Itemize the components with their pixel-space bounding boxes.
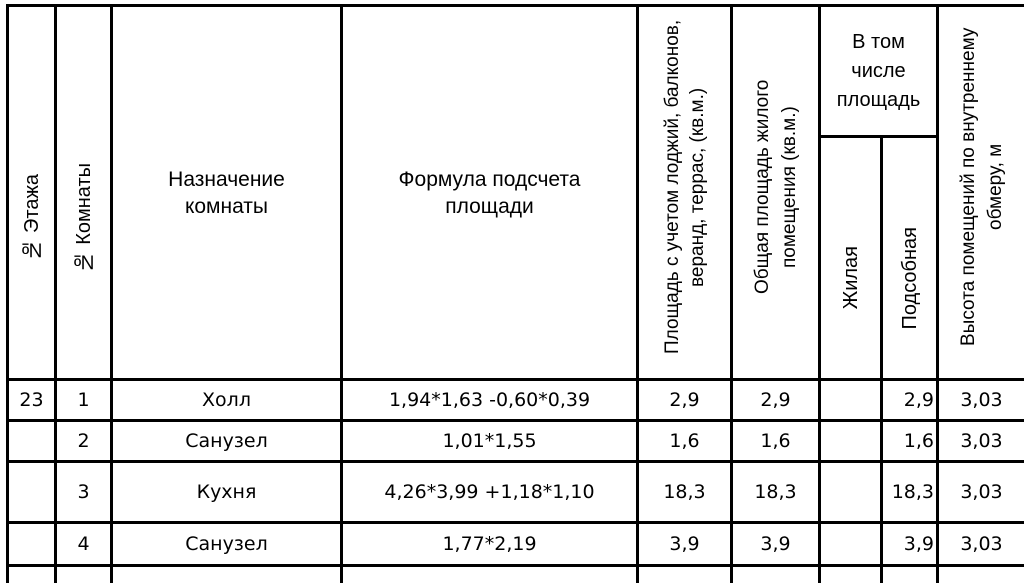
rooms-table: [6, 4, 1024, 583]
cell-total: 3,9: [732, 523, 820, 566]
header-height: Высота помещений по внутреннему обмеру, м: [938, 6, 1024, 380]
cell-aux: 3,9: [882, 523, 938, 566]
cell-purpose: Санузел: [112, 421, 342, 462]
cell-area: 18,3: [638, 462, 732, 523]
cell-room: 3: [56, 462, 112, 523]
cell-aux: 18,3: [882, 462, 938, 523]
table-row-partial: [8, 566, 1024, 583]
header-auxiliary: Подсобная: [882, 137, 938, 380]
cell-purpose: Санузел: [112, 523, 342, 566]
cell-area: 1,6: [638, 421, 732, 462]
cell-purpose: Холл: [112, 380, 342, 421]
header-total-living: Общая площадь жилого помещения (кв.м.): [732, 6, 820, 380]
cell-room: 4: [56, 523, 112, 566]
cell-height: 3,03: [938, 462, 1024, 523]
cell-total: 2,9: [732, 380, 820, 421]
cell-formula: 1,94*1,63 -0,60*0,39: [342, 380, 638, 421]
cell-aux: 1,6: [882, 421, 938, 462]
cell-living: [820, 462, 882, 523]
table-row: [8, 380, 1024, 421]
cell-area: 3,9: [638, 523, 732, 566]
cell-total: 18,3: [732, 462, 820, 523]
cell-living: [820, 523, 882, 566]
cell-height: 3,03: [938, 421, 1024, 462]
header-floor-no: № Этажа: [8, 6, 56, 380]
table-row: [8, 523, 1024, 566]
header-row-top: [8, 6, 1024, 137]
cell-floor: [8, 462, 56, 523]
cell-height: 3,03: [938, 380, 1024, 421]
header-including: В том числе площадь: [820, 6, 938, 137]
cell-area: 2,9: [638, 380, 732, 421]
cell-formula: 1,01*1,55: [342, 421, 638, 462]
cell-living: [820, 380, 882, 421]
cell-room: 1: [56, 380, 112, 421]
table-row: [8, 421, 1024, 462]
table-row: [8, 462, 1024, 523]
cell-living: [820, 421, 882, 462]
cell-floor: [8, 523, 56, 566]
header-formula: Формула подсчета площади: [342, 6, 638, 380]
cell-floor: 23: [8, 380, 56, 421]
header-purpose: Назначение комнаты: [112, 6, 342, 380]
cell-room: 2: [56, 421, 112, 462]
header-room-no: № Комнаты: [56, 6, 112, 380]
cell-purpose: Кухня: [112, 462, 342, 523]
header-living: Жилая: [820, 137, 882, 380]
header-area-incl: Площадь с учетом лоджий, балконов, веранд, террас, (кв.м.): [638, 6, 732, 380]
cell-floor: [8, 421, 56, 462]
cell-formula: 4,26*3,99 +1,18*1,10: [342, 462, 638, 523]
cell-aux: 2,9: [882, 380, 938, 421]
cell-total: 1,6: [732, 421, 820, 462]
cell-formula: 1,77*2,19: [342, 523, 638, 566]
cell-height: 3,03: [938, 523, 1024, 566]
